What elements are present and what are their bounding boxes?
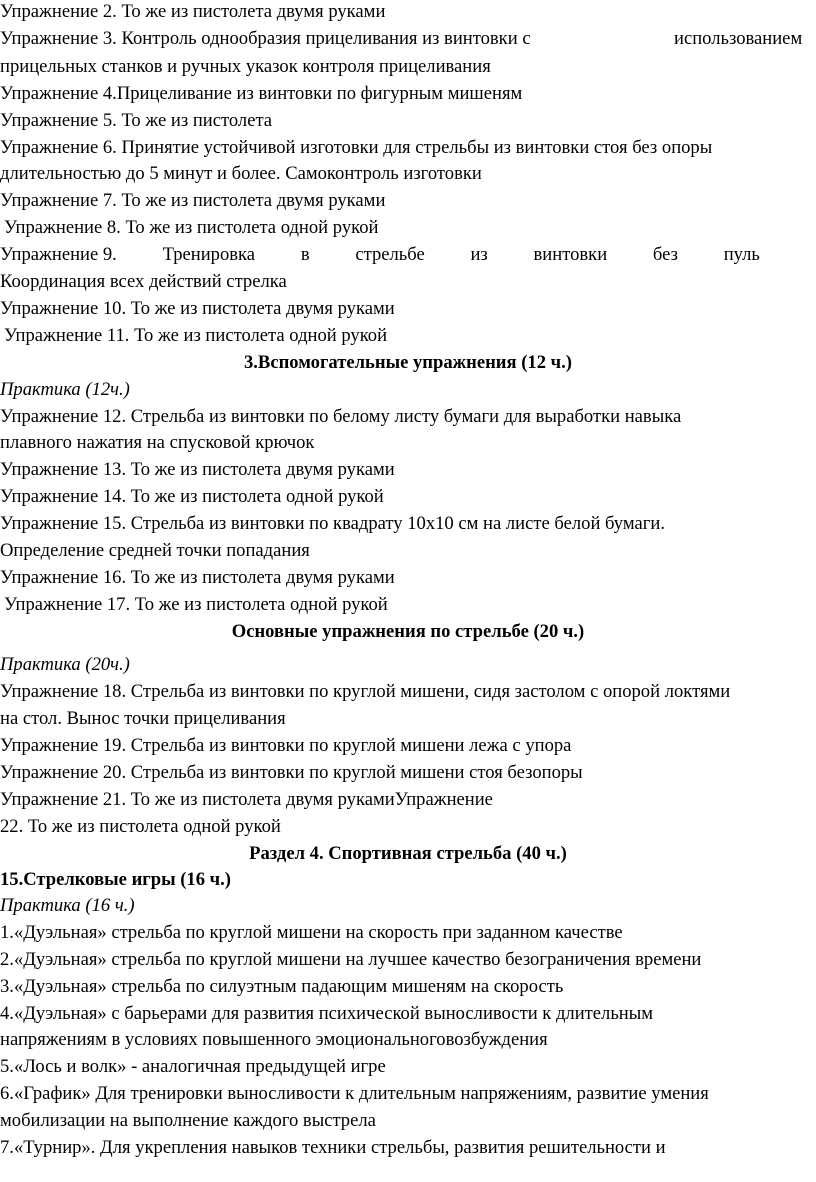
word: пуль [723, 244, 760, 265]
word: Упражнение 9. [0, 244, 117, 265]
text-line: Упражнение 11. То же из пистолета одной рукой [4, 325, 388, 346]
text-line: на стол. Вынос точки прицеливания [0, 708, 286, 729]
text-line: Упражнение 17. То же из пистолета одной рукой [4, 594, 388, 615]
list-item: 6.«График» Для тренировки выносливости к длительным напряжениям, развитие умения [0, 1083, 709, 1104]
text-line: 22. То же из пистолета одной рукой [0, 816, 281, 837]
text-line: Упражнение 20. Стрельба из винтовки по круглой мишени стоя безопоры [0, 762, 583, 783]
text-line: прицельных станков и ручных указок контроля прицеливания [0, 56, 491, 77]
text-line: Упражнение 3. Контроль однообразия прицеливания из винтовки с [0, 28, 531, 49]
word: без [652, 244, 678, 265]
list-item-continuation: напряжениям в условиях повышенного эмоциональноговозбуждения [0, 1029, 548, 1050]
text-line: Определение средней точки попадания [0, 540, 310, 561]
word: Тренировка [162, 244, 256, 265]
list-item-continuation: мобилизации на выполнение каждого выстрела [0, 1110, 376, 1131]
word: в [300, 244, 310, 265]
text-line: Упражнение 12. Стрельба из винтовки по белому листу бумаги для выработки навыка [0, 406, 682, 427]
text-line: Упражнение 7. То же из пистолета двумя руками [0, 190, 386, 211]
text-line: Упражнение 8. То же из пистолета одной рукой [4, 217, 379, 238]
list-item: 2.«Дуэльная» стрельба по круглой мишени на лучшее качество безограничения времени [0, 949, 702, 970]
text-line: Упражнение 19. Стрельба из винтовки по круглой мишени лежа с упора [0, 735, 572, 756]
text-line: Упражнение 6. Принятие устойчивой изготовки для стрельбы из винтовки стоя без опоры [0, 137, 713, 158]
section-heading: 3.Вспомогательные упражнения (12 ч.) [243, 352, 572, 373]
practice-label: Практика (16 ч.) [0, 895, 135, 916]
list-item: 7.«Турнир». Для укрепления навыков техники стрельбы, развития решительности и [0, 1137, 666, 1158]
text-line-fragment: использованием [674, 28, 803, 49]
text-line: плавного нажатия на спусковой крючок [0, 432, 315, 453]
word: винтовки [533, 244, 608, 265]
text-line: Упражнение 15. Стрельба из винтовки по квадрату 10х10 см на листе белой бумаги. [0, 513, 665, 534]
list-item: 5.«Лось и волк» - аналогичная предыдущей игре [0, 1056, 386, 1077]
section-heading: Основные упражнения по стрельбе (20 ч.) [231, 621, 585, 642]
word: из [470, 244, 488, 265]
text-line: Упражнение 21. То же из пистолета двумя рукамиУпражнение [0, 789, 493, 810]
list-item: 1.«Дуэльная» стрельба по круглой мишени на скорость при заданном качестве [0, 922, 623, 943]
text-line: Упражнение 5. То же из пистолета [0, 110, 273, 131]
text-line: Упражнение 18. Стрельба из винтовки по круглой мишени, сидя застолом с опорой локтями [0, 681, 731, 702]
text-line: Упражнение 13. То же из пистолета двумя руками [0, 459, 395, 480]
section-heading: Раздел 4. Спортивная стрельба (40 ч.) [249, 843, 567, 864]
text-line: Упражнение 4.Прицеливание из винтовки по фигурным мишеням [0, 83, 523, 104]
text-line: Упражнение 14. То же из пистолета одной рукой [0, 486, 384, 507]
text-line: Упражнение 2. То же из пистолета двумя руками [0, 1, 386, 22]
practice-label: Практика (20ч.) [0, 654, 130, 675]
list-item: 4.«Дуэльная» с барьерами для развития психической выносливости к длительным [0, 1003, 654, 1024]
subsection-heading: 15.Стрелковые игры (16 ч.) [0, 869, 231, 890]
text-line: Упражнение 16. То же из пистолета двумя руками [0, 567, 395, 588]
text-line: Координация всех действий стрелка [0, 271, 287, 292]
justified-line [0, 243, 760, 267]
word: стрельбе [355, 244, 425, 265]
list-item: 3.«Дуэльная» стрельба по силуэтным падающим мишеням на скорость [0, 976, 564, 997]
text-line: Упражнение 10. То же из пистолета двумя руками [0, 298, 395, 319]
text-line: длительностью до 5 минут и более. Самоконтроль изготовки [0, 163, 482, 184]
practice-label: Практика (12ч.) [0, 379, 130, 400]
